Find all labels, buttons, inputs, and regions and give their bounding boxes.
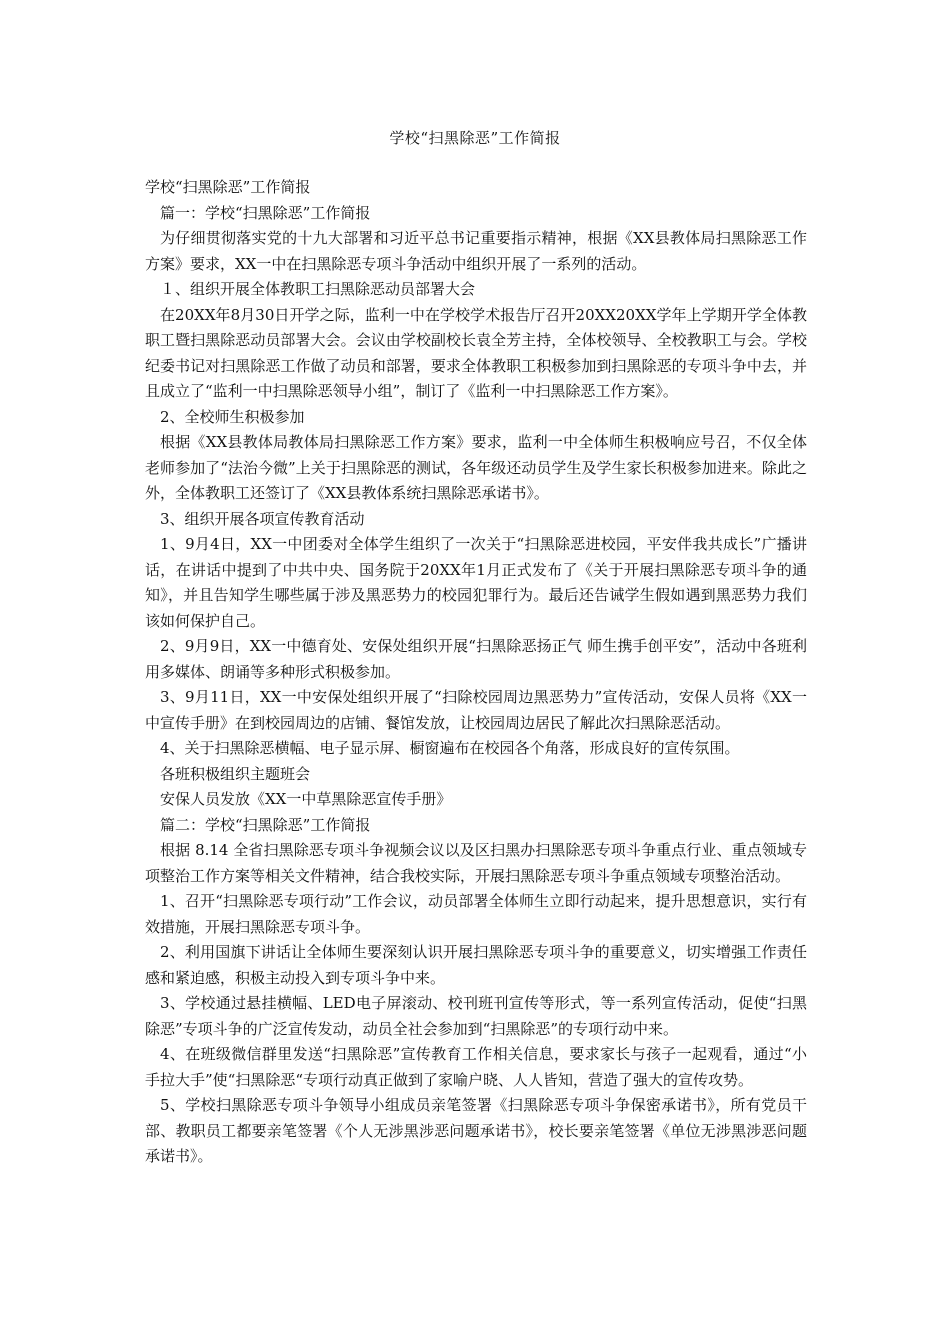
- paragraph: 为仔细贯彻落实党的十九大部署和习近平总书记重要指示精神，根据《XX县教体局扫黑除恶工作方案》要求，XX一中在扫黑除恶专项斗争活动中组织开展了一系列的活动。: [145, 229, 807, 273]
- paragraph: 学校“扫黑除恶”工作简报: [145, 178, 311, 196]
- paragraph: 根据《XX县教体局教体局扫黑除恶工作方案》要求，监利一中全体师生积极响应号召，不仅全体老师参加了“法治今微”上关于扫黑除恶的测试，各年级还动员学生及学生家长积极参加进来。除此之外，全体教职工还签订了《XX县教体系统扫黑除恶承诺书》。: [145, 433, 807, 502]
- document-body: [145, 175, 807, 1170]
- paragraph: 3、9月11日，XX一中安保处组织开展了“扫除校园周边黑恶势力”宣传活动，安保人员将《XX一中宣传手册》在到校园周边的店铺、餐馆发放，让校园周边居民了解此次扫黑除恶活动。: [145, 688, 807, 732]
- paragraph: 4、在班级微信群里发送“扫黑除恶”宣传教育工作相关信息，要求家长与孩子一起观看，通过“小手拉大手”使“扫黑除恶“专项行动真正做到了家喻户晓、人人皆知，营造了强大的宣传攻势。: [145, 1045, 807, 1089]
- paragraph: 根据 8.14 全省扫黑除恶专项斗争视频会议以及区扫黑办扫黑除恶专项斗争重点行业、重点领域专项整治工作方案等相关文件精神，结合我校实际，开展扫黑除恶专项斗争重点领域专项整治活动。: [145, 841, 807, 885]
- paragraph: 2、9月9日，XX一中德育处、安保处组织开展“扫黑除恶扬正气 师生携手创平安”，活动中各班利用多媒体、朗诵等多种形式积极参加。: [145, 637, 807, 681]
- paragraph: 2、全校师生积极参加: [160, 407, 305, 426]
- paragraph: 安保人员发放《XX一中草黑除恶宣传手册》: [160, 790, 452, 808]
- paragraph: 3、学校通过悬挂横幅、LED电子屏滚动、校刊班刊宣传等形式，等一系列宣传活动，促使“扫黑除恶”专项斗争的广泛宣传发动，动员全社会参加到“扫黑除恶”的专项行动中来。: [145, 994, 807, 1038]
- paragraph: 1、召开“扫黑除恶专项行动”工作会议，动员部署全体师生立即行动起来，提升思想意识，实行有效措施，开展扫黑除恶专项斗争。: [145, 892, 807, 936]
- paragraph: 在20XX年8月30日开学之际，监利一中在学校学术报告厅召开20XX20XX学年上学期开学全体教职工暨扫黑除恶动员部署大会。会议由学校副校长袁全芳主持，全体校领导、全校教职工与会。学校纪委书记对扫黑除恶工作做了动员和部署，要求全体教职工积极参加到扫黑除恶的专项斗争中去，并且成立了“监利一中扫黑除恶领导小组”，制订了《监利一中扫黑除恶工作方案》。: [145, 305, 807, 400]
- paragraph: １、组织开展全体教职工扫黑除恶动员部署大会: [160, 280, 476, 298]
- paragraph: 各班积极组织主题班会: [160, 764, 311, 783]
- paragraph: 5、学校扫黑除恶专项斗争领导小组成员亲笔签署《扫黑除恶专项斗争保密承诺书》，所有党员干部、教职员工都要亲笔签署《个人无涉黑涉恶问题承诺书》，校长要亲笔签署《单位无涉黑涉恶问题承诺书》。: [145, 1096, 807, 1165]
- paragraph: 3、组织开展各项宣传教育活动: [160, 509, 365, 528]
- paragraph: 篇二：学校“扫黑除恶”工作简报: [160, 815, 371, 834]
- document-title: 学校“扫黑除恶”工作简报: [389, 129, 561, 147]
- paragraph: 1、9月4日，XX一中团委对全体学生组织了一次关于“扫黑除恶进校园，平安伴我共成长”广播讲话，在讲话中提到了中共中央、国务院于20XX年1月正式发布了《关于开展扫黑除恶专项斗争的通知》，并且告知学生哪些属于涉及黑恶势力的校园犯罪行为。最后还告诫学生假如遇到黑恶势力我们该如何保护自己。: [145, 535, 807, 630]
- paragraph: 4、关于扫黑除恶横幅、电子显示屏、橱窗遍布在校园各个角落，形成良好的宣传氛围。: [160, 739, 740, 757]
- paragraph: 2、利用国旗下讲话让全体师生要深刻认识开展扫黑除恶专项斗争的重要意义，切实增强工作责任感和紧迫感，积极主动投入到专项斗争中来。: [145, 943, 807, 987]
- paragraph: 篇一：学校“扫黑除恶”工作简报: [160, 203, 371, 222]
